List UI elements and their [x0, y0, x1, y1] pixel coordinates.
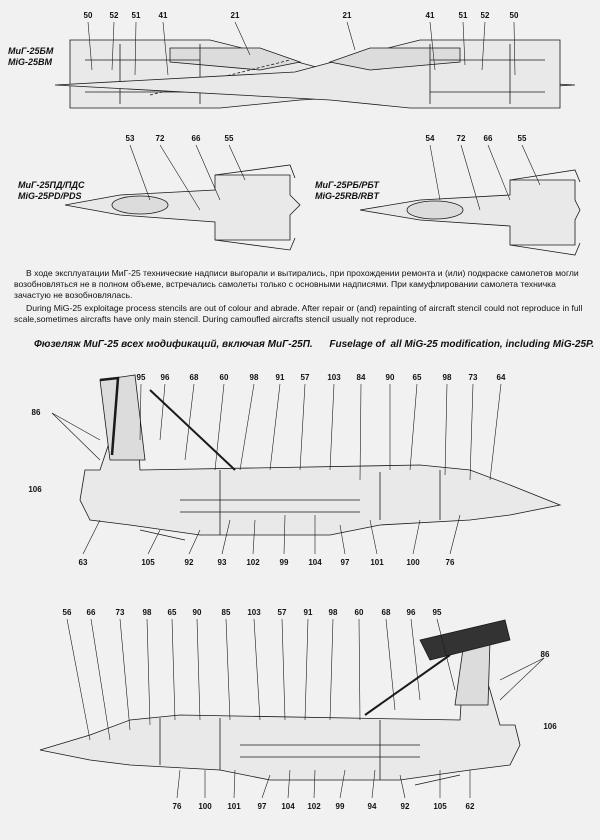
callout-label: 97: [257, 802, 267, 811]
body-line: возобновляться не в полном объеме, встречались самолеты только с основными надписями. При камуфлировании самолета техничка: [14, 279, 556, 289]
callout-label: 68: [381, 608, 391, 617]
caption-line: MiG-25BM: [8, 57, 53, 67]
callout-label: 94: [367, 802, 377, 811]
callout-label: 91: [303, 608, 313, 617]
callout-label: 21: [230, 11, 240, 20]
callout-label: 73: [468, 373, 478, 382]
callout-label: 21: [342, 11, 352, 20]
callout-label: 51: [458, 11, 468, 20]
side-view-1-drawing: [80, 375, 560, 540]
callout-label: 106: [543, 722, 557, 731]
caption-line: МиГ-25ПД/ПДС: [18, 180, 85, 190]
callout-label: 65: [167, 608, 177, 617]
callout-label: 55: [517, 134, 527, 143]
callout-label: 76: [172, 802, 182, 811]
callout-label: 106: [28, 485, 42, 494]
callout-label: 73: [115, 608, 125, 617]
callout-label: 72: [456, 134, 466, 143]
callout-label: 101: [370, 558, 384, 567]
callout-label: 64: [496, 373, 506, 382]
callout-label: 57: [300, 373, 310, 382]
callout-label: 66: [191, 134, 201, 143]
caption-line: МиГ-25РБ/РБТ: [315, 180, 379, 190]
callout-label: 52: [480, 11, 490, 20]
callout-label: 50: [83, 11, 93, 20]
callout-label: 60: [219, 373, 229, 382]
callout-label: 62: [465, 802, 475, 811]
callout-label: 41: [158, 11, 168, 20]
body-line: scale,sometimes aircrafts have only main stencil. During camoufled aircrafts stencil usually not reproduce.: [14, 314, 417, 324]
mid-right-top-view-drawing: [360, 170, 580, 255]
callout-label: 99: [279, 558, 289, 567]
callout-label: 96: [160, 373, 170, 382]
callout-label: 76: [445, 558, 455, 567]
callout-label: 99: [335, 802, 345, 811]
callout-label: 51: [131, 11, 141, 20]
top-left-caption: [8, 46, 53, 68]
callout-label: 57: [277, 608, 287, 617]
body-text-ru: [14, 268, 594, 301]
body-line: During MiG-25 exploitage process stencils are out of colour and abrade. After repair or (and) repainting of aircraft stencil could not reproduce in full: [26, 303, 583, 313]
callout-label: 66: [483, 134, 493, 143]
callout-label: 97: [340, 558, 350, 567]
callout-label: 63: [78, 558, 88, 567]
caption-line: МиГ-25БМ: [8, 46, 54, 56]
callout-label: 102: [246, 558, 260, 567]
callout-label: 65: [412, 373, 422, 382]
callout-label: 98: [249, 373, 259, 382]
mid-left-top-view-drawing: [65, 165, 300, 250]
callout-label: 98: [442, 373, 452, 382]
callout-label: 41: [425, 11, 435, 20]
callout-label: 96: [406, 608, 416, 617]
callout-label: 92: [400, 802, 410, 811]
callout-label: 102: [307, 802, 321, 811]
mid-left-caption: [18, 180, 84, 202]
callout-label: 101: [227, 802, 241, 811]
callout-label: 91: [275, 373, 285, 382]
callout-label: 100: [198, 802, 212, 811]
callout-label: 72: [155, 134, 165, 143]
side-view-2-drawing: [40, 620, 520, 785]
callout-label: 98: [142, 608, 152, 617]
callout-label: 104: [308, 558, 322, 567]
callout-label: 105: [433, 802, 447, 811]
callout-label: 103: [327, 373, 341, 382]
callout-label: 90: [385, 373, 395, 382]
callout-label: 84: [356, 373, 366, 382]
callout-label: 56: [62, 608, 72, 617]
callout-label: 103: [247, 608, 261, 617]
callout-label: 85: [221, 608, 231, 617]
callout-label: 60: [354, 608, 364, 617]
callout-label: 86: [31, 408, 41, 417]
callout-label: 105: [141, 558, 155, 567]
caption-line: MiG-25PD/PDS: [18, 191, 82, 201]
callout-label: 98: [328, 608, 338, 617]
body-text-en: [14, 303, 600, 325]
callout-label: 92: [184, 558, 194, 567]
callout-label: 93: [217, 558, 227, 567]
callout-label: 95: [432, 608, 442, 617]
callout-label: 100: [406, 558, 420, 567]
callout-label: 95: [136, 373, 146, 382]
mid-right-caption: [315, 180, 379, 202]
callout-label: 104: [281, 802, 295, 811]
callout-label: 90: [192, 608, 202, 617]
callout-label: 52: [109, 11, 119, 20]
caption-line: MiG-25RB/RBT: [315, 191, 380, 201]
section-heading: Фюзеляж МиГ-25 всех модификаций, включая МиГ-25П. Fuselage of all MiG-25 modification, including MiG-25P.: [34, 339, 595, 350]
callout-label: 55: [224, 134, 234, 143]
callout-label: 66: [86, 608, 96, 617]
callout-label: 50: [509, 11, 519, 20]
callout-label: 68: [189, 373, 199, 382]
callout-label: 53: [125, 134, 135, 143]
body-line: В ходе эксплуатации МиГ-25 технические надписи выгорали и вытирались, при прохождении ремонта и (или) подкраске самолетов могли: [26, 268, 579, 278]
callout-label: 54: [425, 134, 435, 143]
callout-label: 86: [540, 650, 550, 659]
body-line: зачастую не возобновлялась.: [14, 290, 133, 300]
